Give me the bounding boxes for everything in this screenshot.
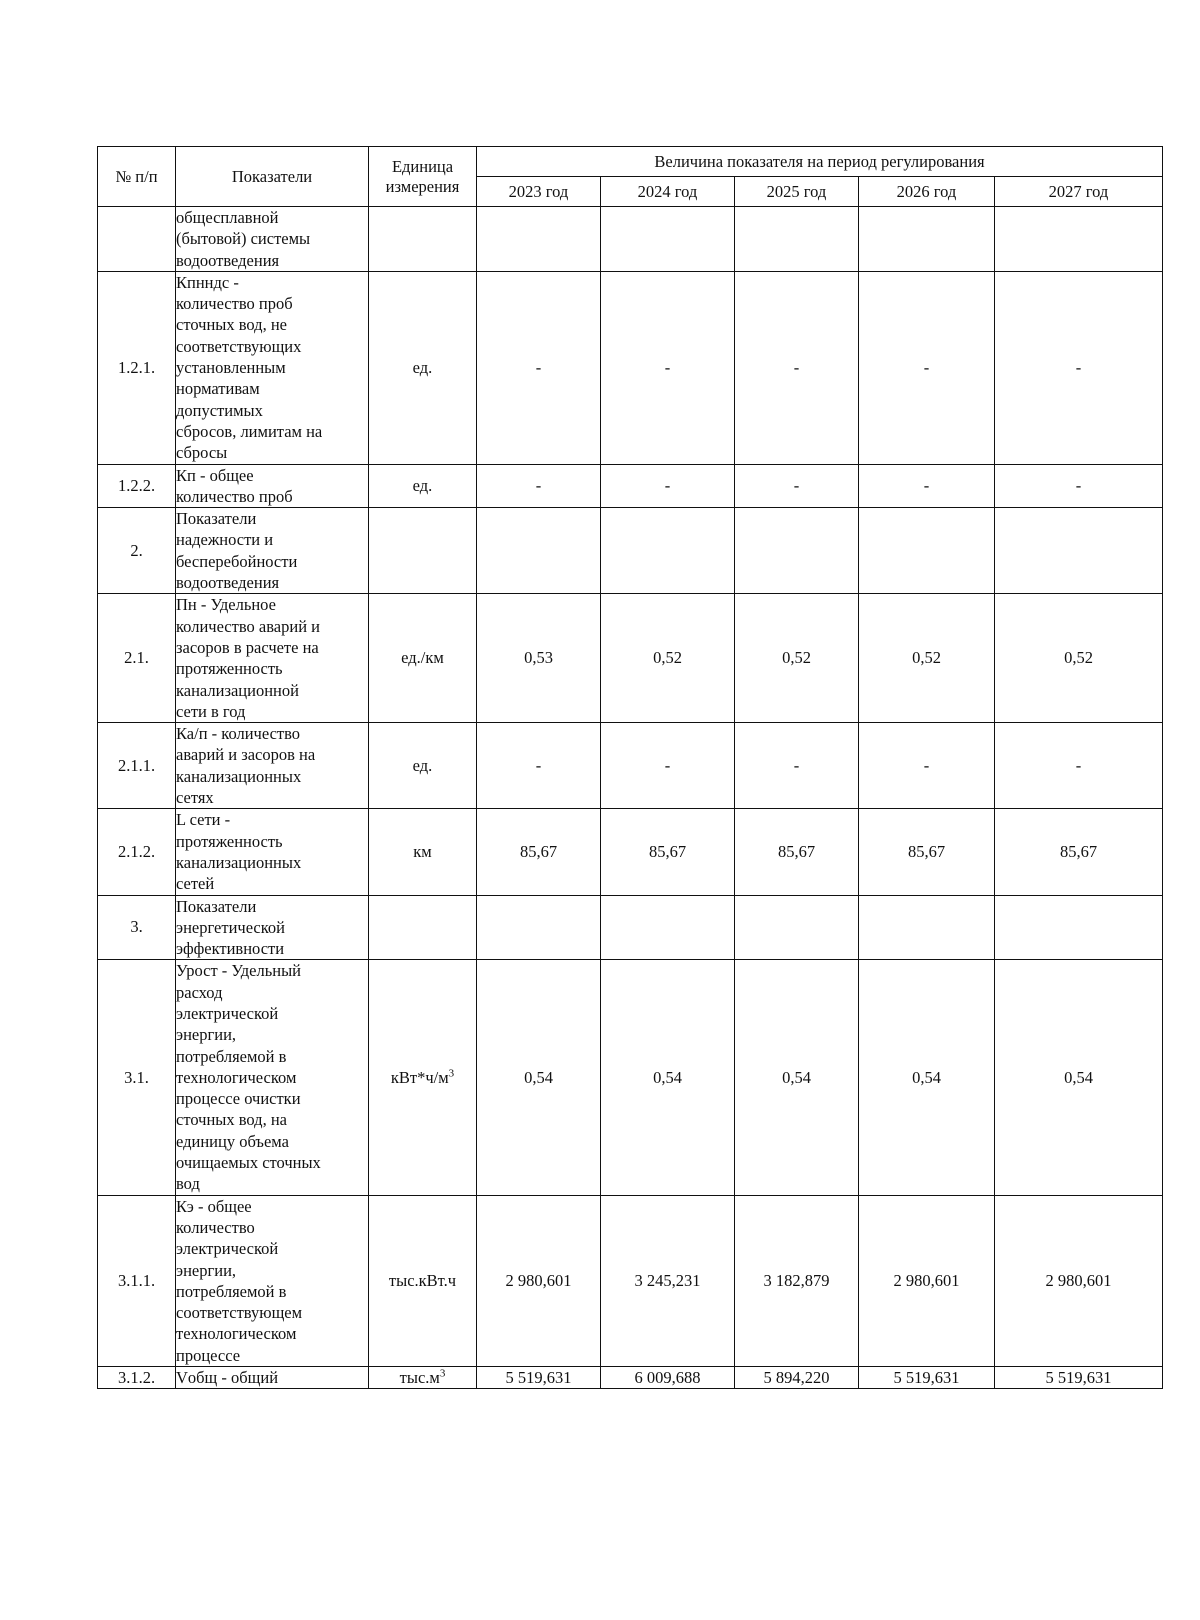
indicator-cell: [176, 723, 369, 809]
indicator-line: Ка/п - количество: [176, 724, 301, 744]
value-cell: 85,67: [995, 809, 1163, 895]
indicator-line: энергии,: [176, 1025, 237, 1045]
value-cell: -: [735, 271, 859, 464]
value-cell: 0,54: [859, 960, 995, 1195]
indicator-cell: [176, 271, 369, 464]
indicator-cell: [176, 895, 369, 960]
value-cell: 5 519,631: [995, 1367, 1163, 1389]
indicator-line: Показатели: [176, 509, 257, 529]
header-year: 2023 год: [477, 177, 601, 207]
indicator-line: протяженность: [176, 659, 283, 679]
row-number: 2.1.1.: [98, 723, 176, 809]
row-number: [98, 207, 176, 272]
unit-cell: [369, 1195, 477, 1366]
unit-cell: [369, 960, 477, 1195]
value-cell: 2 980,601: [995, 1195, 1163, 1366]
indicator-cell: [176, 1367, 369, 1389]
indicator-line: Кпнндс -: [176, 272, 239, 292]
row-number: 2.: [98, 508, 176, 594]
value-cell: [601, 508, 735, 594]
indicator-line: (бытовой) системы: [176, 229, 311, 249]
indicator-line: надежности и: [176, 530, 274, 550]
indicator-line: сетях: [176, 788, 214, 808]
indicator-line: очищаемых сточных: [176, 1153, 321, 1173]
value-cell: 5 519,631: [859, 1367, 995, 1389]
indicator-line: количество аварий и: [176, 616, 320, 636]
indicator-line: общесплавной: [176, 208, 279, 227]
indicator-line: расход: [176, 982, 223, 1002]
unit-cell: [369, 809, 477, 895]
value-cell: -: [601, 723, 735, 809]
header-year: 2025 год: [735, 177, 859, 207]
value-cell: 2 980,601: [859, 1195, 995, 1366]
indicator-line: технологическом: [176, 1324, 297, 1344]
value-cell: -: [859, 271, 995, 464]
indicator-line: количество проб: [176, 294, 293, 314]
indicator-line: допустимых: [176, 400, 263, 420]
indicator-cell: [176, 960, 369, 1195]
indicator-line: канализационных: [176, 852, 302, 872]
value-cell: -: [859, 723, 995, 809]
indicator-line: сточных вод, на: [176, 1110, 287, 1130]
table-row: [98, 723, 1163, 809]
table-row: [98, 1367, 1163, 1389]
row-number: 3.1.: [98, 960, 176, 1195]
value-cell: [859, 895, 995, 960]
unit-text: кВт*ч/м: [390, 1067, 449, 1087]
indicator-line: канализационных: [176, 766, 302, 786]
table-row: [98, 594, 1163, 723]
header-indicator: Показатели: [176, 147, 369, 207]
value-cell: 0,52: [859, 594, 995, 723]
value-cell: 5 519,631: [477, 1367, 601, 1389]
value-cell: [995, 508, 1163, 594]
value-cell: 0,54: [477, 960, 601, 1195]
value-cell: [735, 508, 859, 594]
indicator-line: засоров в расчете на: [176, 637, 319, 657]
indicator-line: канализационной: [176, 680, 299, 700]
value-cell: [477, 207, 601, 272]
value-cell: 0,52: [735, 594, 859, 723]
indicator-line: энергетической: [176, 917, 286, 937]
value-cell: 0,54: [735, 960, 859, 1195]
value-cell: 0,52: [601, 594, 735, 723]
value-cell: 6 009,688: [601, 1367, 735, 1389]
value-cell: 85,67: [601, 809, 735, 895]
value-cell: 85,67: [477, 809, 601, 895]
indicator-line: количество: [176, 1217, 255, 1237]
indicator-cell: [176, 594, 369, 723]
header-unit: Единица измерения: [369, 147, 477, 207]
indicator-line: установленным: [176, 358, 286, 378]
value-cell: 0,52: [995, 594, 1163, 723]
unit-text: ед.: [412, 755, 433, 775]
table-row: [98, 207, 1163, 272]
value-cell: 0,54: [995, 960, 1163, 1195]
indicator-line: Кэ - общее: [176, 1196, 252, 1216]
header-num: № п/п: [98, 147, 176, 207]
header-period: Величина показателя на период регулирования: [477, 147, 1163, 177]
value-cell: -: [601, 464, 735, 508]
value-cell: 5 894,220: [735, 1367, 859, 1389]
unit-text: ед.: [412, 357, 433, 377]
indicator-line: единицу объема: [176, 1131, 289, 1151]
table-row: [98, 809, 1163, 895]
table-row: [98, 960, 1163, 1195]
value-cell: -: [995, 723, 1163, 809]
indicator-line: процессе очистки: [176, 1089, 301, 1109]
unit-text: ед./км: [401, 648, 444, 668]
table-row: [98, 464, 1163, 508]
table-row: [98, 271, 1163, 464]
value-cell: -: [995, 464, 1163, 508]
indicator-line: потребляемой в: [176, 1046, 287, 1066]
value-cell: -: [735, 464, 859, 508]
unit-cell: [369, 508, 477, 594]
row-number: 3.1.1.: [98, 1195, 176, 1366]
indicator-line: энергии,: [176, 1260, 237, 1280]
header-year: 2024 год: [601, 177, 735, 207]
unit-cell: [369, 594, 477, 723]
value-cell: 0,53: [477, 594, 601, 723]
indicator-line: Пн - Удельное: [176, 595, 276, 615]
value-cell: [477, 895, 601, 960]
value-cell: -: [735, 723, 859, 809]
indicator-line: вод: [176, 1174, 200, 1194]
unit-superscript: 3: [439, 1367, 446, 1380]
value-cell: -: [477, 723, 601, 809]
value-cell: [995, 895, 1163, 960]
indicator-line: аварий и засоров на: [176, 745, 316, 765]
indicator-line: сети в год: [176, 701, 246, 721]
value-cell: -: [477, 271, 601, 464]
table-header: [98, 147, 1163, 207]
header-year: 2027 год: [995, 177, 1163, 207]
indicator-cell: [176, 1195, 369, 1366]
table-row: [98, 508, 1163, 594]
unit-cell: [369, 464, 477, 508]
unit-cell: [369, 271, 477, 464]
row-number: 3.1.2.: [98, 1367, 176, 1389]
indicator-line: сбросов, лимитам на: [176, 421, 323, 441]
value-cell: [735, 895, 859, 960]
unit-cell: [369, 895, 477, 960]
unit-text: тыс.кВт.ч: [388, 1270, 457, 1290]
row-number: 2.1.: [98, 594, 176, 723]
table-body: [98, 207, 1163, 1389]
indicator-cell: [176, 464, 369, 508]
indicator-line: протяженность: [176, 831, 283, 851]
value-cell: [859, 207, 995, 272]
indicator-line: процессе: [176, 1345, 241, 1365]
header-year: 2026 год: [859, 177, 995, 207]
indicator-line: L сети -: [176, 810, 231, 830]
indicator-line: бесперебойности: [176, 551, 298, 571]
value-cell: 2 980,601: [477, 1195, 601, 1366]
indicator-line: водоотведения: [176, 250, 280, 270]
indicator-cell: [176, 207, 369, 272]
table-row: [98, 895, 1163, 960]
unit-cell: [369, 1367, 477, 1389]
value-cell: 85,67: [859, 809, 995, 895]
indicator-line: количество проб: [176, 486, 293, 506]
unit-text: тыс.м: [399, 1367, 440, 1387]
value-cell: [995, 207, 1163, 272]
row-number: 1.2.2.: [98, 464, 176, 508]
unit-text: ед.: [412, 475, 433, 495]
value-cell: -: [995, 271, 1163, 464]
indicator-line: Vобщ - общий: [176, 1368, 279, 1388]
table-row: [98, 1195, 1163, 1366]
value-cell: [735, 207, 859, 272]
value-cell: -: [601, 271, 735, 464]
value-cell: [477, 508, 601, 594]
value-cell: 3 245,231: [601, 1195, 735, 1366]
value-cell: [601, 207, 735, 272]
value-cell: 85,67: [735, 809, 859, 895]
indicator-line: эффективности: [176, 939, 285, 959]
indicators-table: [97, 146, 1163, 1389]
value-cell: -: [859, 464, 995, 508]
indicator-line: соответствующем: [176, 1303, 303, 1323]
indicator-line: сбросы: [176, 443, 228, 463]
indicator-line: электрической: [176, 1003, 279, 1023]
indicator-line: Кп - общее: [176, 465, 254, 485]
indicator-line: соответствующих: [176, 336, 302, 356]
row-number: 3.: [98, 895, 176, 960]
indicator-cell: [176, 508, 369, 594]
row-number: 1.2.1.: [98, 271, 176, 464]
indicator-cell: [176, 809, 369, 895]
indicator-line: нормативам: [176, 379, 260, 399]
row-number: 2.1.2.: [98, 809, 176, 895]
unit-superscript: 3: [448, 1067, 455, 1080]
indicator-line: электрической: [176, 1239, 279, 1259]
value-cell: 0,54: [601, 960, 735, 1195]
value-cell: -: [477, 464, 601, 508]
value-cell: [859, 508, 995, 594]
unit-text: км: [413, 841, 432, 861]
unit-cell: [369, 723, 477, 809]
indicator-line: технологическом: [176, 1067, 297, 1087]
indicator-line: сточных вод, не: [176, 315, 287, 335]
indicator-line: сетей: [176, 874, 215, 894]
value-cell: [601, 895, 735, 960]
indicator-line: водоотведения: [176, 573, 280, 593]
indicator-line: потребляемой в: [176, 1281, 287, 1301]
indicator-line: Показатели: [176, 896, 257, 916]
indicator-line: Урост - Удельный: [176, 961, 302, 981]
value-cell: 3 182,879: [735, 1195, 859, 1366]
unit-cell: [369, 207, 477, 272]
